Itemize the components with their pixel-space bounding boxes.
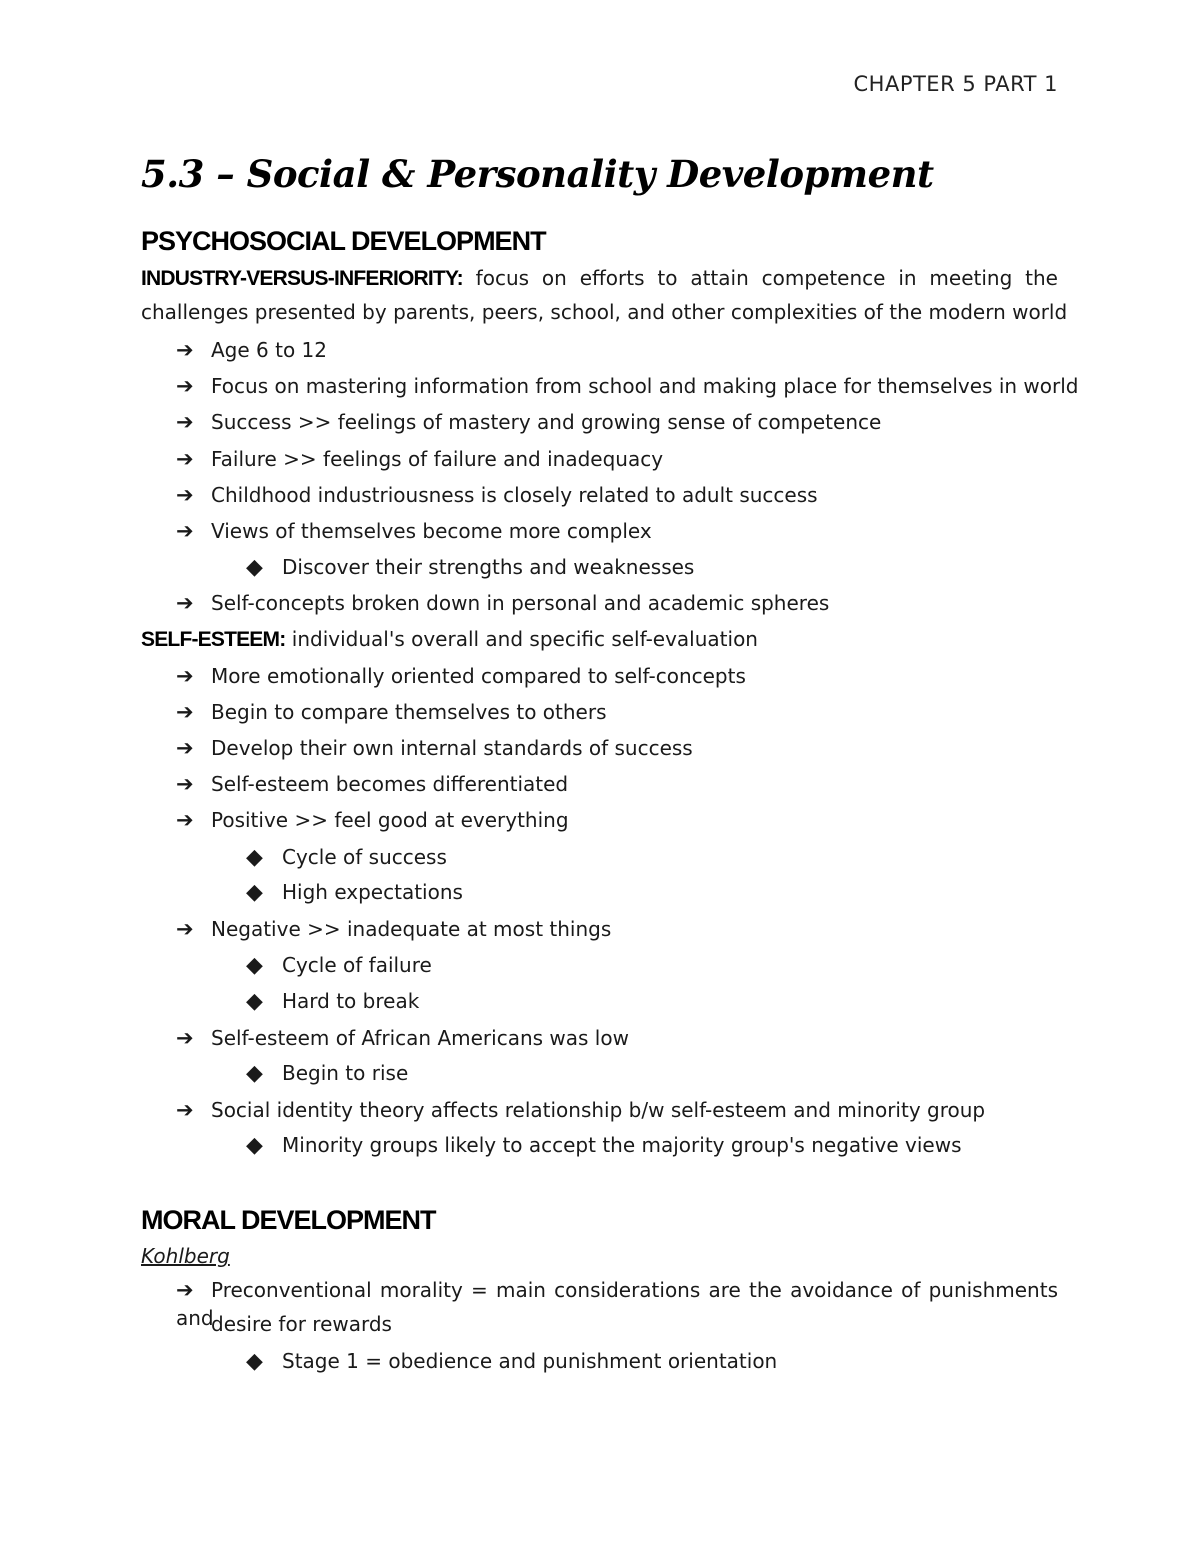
list-item: ➔ Age 6 to 12: [176, 338, 328, 362]
arrow-icon: ➔: [176, 917, 194, 941]
arrow-icon: ➔: [176, 519, 194, 543]
section-heading-moral: MORAL DEVELOPMENT: [141, 1205, 436, 1235]
industry-definition-line: [141, 264, 1058, 293]
list-subitem: ◆ Stage 1 = obedience and punishment orientation: [246, 1349, 778, 1374]
list-item-continued: desire for rewards: [211, 1312, 392, 1336]
diamond-icon: ◆: [246, 989, 263, 1014]
arrow-icon: ➔: [176, 483, 194, 507]
self-esteem-definition: individual's overall and specific self-evaluation: [291, 627, 758, 651]
arrow-icon: ➔: [176, 700, 194, 724]
arrow-icon: ➔: [176, 1278, 194, 1302]
page-title: 5.3 – Social & Personality Development: [141, 152, 934, 196]
arrow-icon: ➔: [176, 1026, 194, 1050]
arrow-icon: ➔: [176, 664, 194, 688]
subheading-kohlberg: Kohlberg: [141, 1244, 230, 1268]
arrow-icon: ➔: [176, 591, 194, 615]
list-item: ➔ Failure >> feelings of failure and inadequacy: [176, 447, 664, 471]
list-item: ➔ Childhood industriousness is closely related to adult success: [176, 483, 818, 507]
section-heading-psychosocial: PSYCHOSOCIAL DEVELOPMENT: [141, 226, 546, 256]
arrow-icon: ➔: [176, 772, 194, 796]
list-item: ➔ Begin to compare themselves to others: [176, 700, 607, 724]
list-item: ➔ Success >> feelings of mastery and growing sense of competence: [176, 410, 882, 434]
diamond-icon: ◆: [246, 953, 263, 978]
list-item: ➔ Social identity theory affects relationship b/w self-esteem and minority group: [176, 1098, 986, 1122]
chapter-header: CHAPTER 5 PART 1: [853, 72, 1058, 96]
list-item: ➔ Negative >> inadequate at most things: [176, 917, 612, 941]
list-subitem: ◆ Cycle of failure: [246, 953, 432, 978]
list-item: ➔ Self-esteem becomes differentiated: [176, 772, 569, 796]
list-subitem: ◆ Hard to break: [246, 989, 420, 1014]
diamond-icon: ◆: [246, 845, 263, 870]
diamond-icon: ◆: [246, 1061, 263, 1086]
arrow-icon: ➔: [176, 1098, 194, 1122]
self-esteem-term: SELF-ESTEEM:: [141, 628, 286, 651]
list-subitem: ◆ Discover their strengths and weaknesses: [246, 555, 695, 580]
list-subitem: ◆ Minority groups likely to accept the majority group's negative views: [246, 1133, 962, 1158]
list-item: ➔ Positive >> feel good at everything: [176, 808, 569, 832]
list-item: ➔ Focus on mastering information from school and making place for themselves in world: [176, 374, 1079, 398]
list-item: ➔ Self-concepts broken down in personal and academic spheres: [176, 591, 830, 615]
self-esteem-definition-line: [141, 625, 758, 654]
diamond-icon: ◆: [246, 1133, 263, 1158]
industry-term: INDUSTRY-VERSUS-INFERIORITY:: [141, 267, 463, 290]
arrow-icon: ➔: [176, 374, 194, 398]
list-item: ➔ More emotionally oriented compared to self-concepts: [176, 664, 746, 688]
list-subitem: ◆ Cycle of success: [246, 845, 447, 870]
industry-definition-continued: challenges presented by parents, peers, school, and other complexities of the modern world: [141, 300, 1068, 324]
diamond-icon: ◆: [246, 555, 263, 580]
arrow-icon: ➔: [176, 736, 194, 760]
diamond-icon: ◆: [246, 880, 263, 905]
arrow-icon: ➔: [176, 338, 194, 362]
industry-definition: focus on efforts to attain competence in meeting the: [475, 266, 1058, 290]
arrow-icon: ➔: [176, 447, 194, 471]
arrow-icon: ➔: [176, 410, 194, 434]
list-item: ➔ Preconventional morality = main considerations are the avoidance of punishments and: [176, 1278, 1058, 1330]
diamond-icon: ◆: [246, 1349, 263, 1374]
arrow-icon: ➔: [176, 808, 194, 832]
list-item: ➔ Views of themselves become more complex: [176, 519, 652, 543]
list-subitem: ◆ High expectations: [246, 880, 463, 905]
list-item: ➔ Develop their own internal standards of success: [176, 736, 693, 760]
list-item: ➔ Self-esteem of African Americans was low: [176, 1026, 629, 1050]
list-subitem: ◆ Begin to rise: [246, 1061, 409, 1086]
